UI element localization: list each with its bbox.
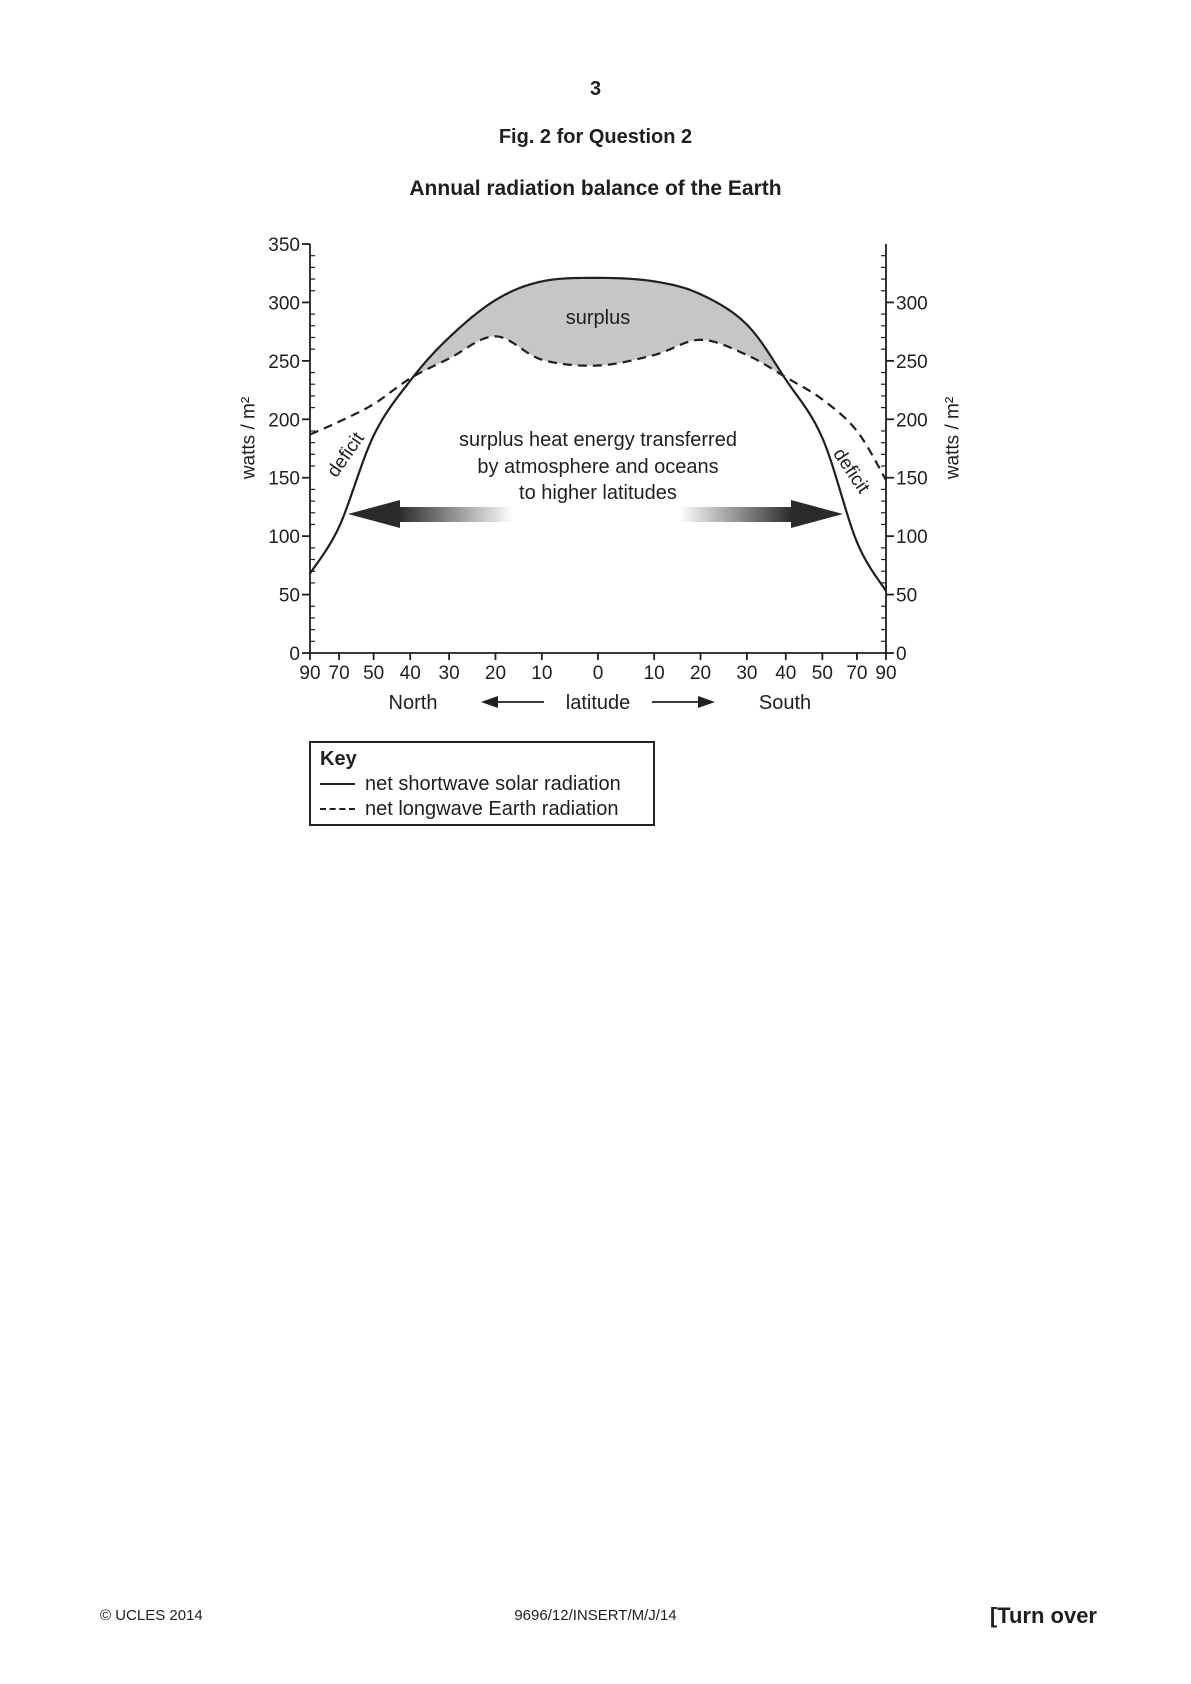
x-tick-label: 40 [775, 663, 797, 684]
transfer-arrow-left-head [348, 500, 400, 528]
y-tick-label-left: 350 [268, 235, 300, 256]
y-tick-label-left: 200 [268, 410, 300, 432]
x-tick-label: 30 [438, 663, 460, 684]
x-tick-label: 50 [363, 663, 385, 684]
page-number: 3 [589, 78, 602, 100]
y-tick-label-right: 300 [896, 293, 928, 315]
y-tick-label-right: 100 [896, 527, 928, 549]
transfer-arrow-left [348, 500, 513, 528]
direction-arrow-left [481, 696, 544, 708]
direction-arrow-right [652, 696, 715, 708]
x-axis-title: latitude [565, 692, 631, 714]
x-tick-label: 90 [299, 663, 321, 684]
y-tick-label-right: 0 [896, 644, 907, 665]
transfer-arrow-right-shaft [679, 507, 793, 522]
radiation-balance-chart [200, 220, 1000, 720]
x-axis-direction-row [389, 692, 812, 714]
legend-label-shortwave: net shortwave solar radiation [365, 772, 621, 795]
footer-turn-over: [Turn over [989, 1603, 1097, 1628]
x-tick-label: 0 [592, 663, 604, 684]
surplus-label: surplus [565, 307, 631, 329]
direction-south-label: South [758, 692, 812, 714]
y-tick-label-right: 150 [896, 468, 928, 490]
figure-caption: Fig. 2 for Question 2 [498, 126, 693, 148]
legend-solid-line-sample [320, 783, 355, 785]
deficit-label-left: deficit [323, 428, 369, 482]
x-tick-label: 20 [484, 663, 507, 684]
y-tick-label-right: 50 [896, 585, 918, 607]
y-tick-label-left: 300 [268, 293, 300, 315]
x-tick-label: 90 [875, 663, 897, 684]
legend-title: Key [320, 748, 357, 770]
footer-document-code: 9696/12/INSERT/M/J/14 [514, 1607, 677, 1624]
direction-arrow-right-head [698, 696, 715, 708]
legend-entry-solid [320, 772, 621, 796]
transfer-arrow-right [679, 500, 843, 528]
transfer-text-line: surplus heat energy transferred [459, 429, 737, 451]
legend-entry-dashed [320, 797, 619, 821]
footer-copyright: © UCLES 2014 [100, 1607, 203, 1624]
y-axis-title-left: watts / m² [238, 396, 260, 480]
x-tick-label: 10 [643, 663, 665, 684]
x-tick-label: 70 [328, 663, 350, 684]
x-tick-label: 30 [736, 663, 758, 684]
transfer-arrow-left-shaft [398, 507, 513, 522]
y-tick-label-left: 150 [268, 468, 300, 490]
y-tick-label-left: 50 [278, 585, 300, 607]
direction-arrow-left-head [481, 696, 498, 708]
y-tick-label-left: 250 [268, 351, 300, 373]
legend-label-longwave: net longwave Earth radiation [365, 797, 619, 820]
y-tick-label-left: 100 [268, 527, 300, 549]
x-tick-label: 50 [811, 663, 833, 684]
legend-key [309, 741, 655, 826]
transfer-text-line: by atmosphere and oceans [477, 456, 719, 478]
x-tick-label: 70 [846, 663, 868, 684]
deficit-label-right: deficit [828, 444, 874, 498]
y-tick-label-right: 250 [896, 351, 928, 373]
x-tick-label: 20 [689, 663, 712, 684]
x-tick-label: 40 [399, 663, 421, 684]
legend-dashed-line-sample [320, 808, 355, 810]
transfer-text-line: to higher latitudes [519, 482, 677, 504]
y-tick-label-left: 0 [289, 644, 300, 665]
chart-title: Annual radiation balance of the Earth [409, 177, 782, 200]
direction-north-label: North [388, 692, 438, 714]
x-tick-label: 10 [531, 663, 553, 684]
transfer-arrow-right-head [791, 500, 843, 528]
y-tick-label-right: 200 [896, 410, 928, 432]
y-axis-title-right: watts / m² [942, 396, 964, 480]
